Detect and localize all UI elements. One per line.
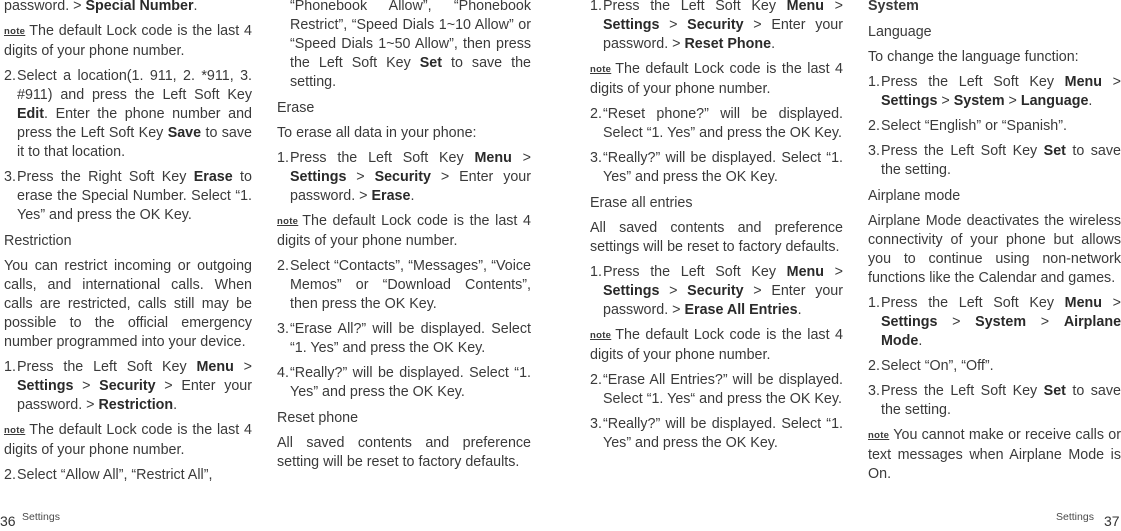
paragraph: To erase all data in your phone: bbox=[277, 125, 477, 141]
list-item: 1. Press the Left Soft Key Menu > Settings > Security > Enter your password. > Restriction. bbox=[4, 359, 253, 413]
note-label: note bbox=[4, 425, 26, 436]
footer-label-left: Settings bbox=[22, 511, 60, 523]
list-item: 2. Select “On”, “Off”. bbox=[868, 358, 994, 374]
section-heading-restriction: Restriction bbox=[4, 233, 72, 249]
list-item: 2. Select a location(1. 911, 2. *911, 3. #911) and press the Left Soft Key Edit. Enter the phone number and press the Left Soft Key Save to save it to that location. bbox=[4, 68, 252, 160]
note-label: note bbox=[4, 26, 26, 37]
list-item: 2. Select “Contacts”, “Messages”, “Voice Memos” or “Download Contents”, then press the OK Key. bbox=[277, 258, 531, 312]
paragraph: All saved contents and preference settings will be reset to factory defaults. bbox=[590, 220, 843, 255]
continued-text: password. > Special Number. bbox=[4, 0, 198, 14]
paragraph: To change the language function: bbox=[868, 49, 1079, 65]
note: note The default Lock code is the last 4 digits of your phone number. bbox=[590, 327, 843, 363]
list-item: 2. “Erase All Entries?” will be displayed. Select “1. Yes“ and press the OK Key. bbox=[590, 372, 843, 407]
list-item: 3. Press the Right Soft Key Erase to erase the Special Number. Select “1. Yes” and press the OK Key. bbox=[4, 169, 252, 223]
paragraph: Airplane Mode deactivates the wireless connectivity of your phone but allows you to continue using non-network functions like the Calendar and games. bbox=[868, 213, 1121, 286]
note-label: note bbox=[277, 216, 299, 227]
section-heading-erase-all-entries: Erase all entries bbox=[590, 195, 693, 211]
note: note The default Lock code is the last 4 digits of your phone number. bbox=[277, 213, 531, 249]
list-item: 1. Press the Left Soft Key Menu > Settings > Security > Enter your password. > Erase. bbox=[277, 150, 532, 204]
list-item: 4. “Really?” will be displayed. Select “1. Yes” and press the OK Key. bbox=[277, 365, 531, 400]
note-label: note bbox=[590, 64, 612, 75]
list-item: 3. “Erase All?” will be displayed. Select “1. Yes” and press the OK Key. bbox=[277, 321, 531, 356]
note-label: note bbox=[590, 330, 612, 341]
footer-label-right: Settings bbox=[1056, 511, 1094, 523]
list-item: 1. Press the Left Soft Key Menu > Settings > System > Airplane Mode. bbox=[868, 295, 1121, 349]
list-item: 2. “Reset phone?” will be displayed. Select “1. Yes” and press the OK Key. bbox=[590, 106, 843, 141]
list-item: 2. Select “Allow All”, “Restrict All”, bbox=[4, 467, 213, 483]
note: note You cannot make or receive calls or text messages when Airplane Mode is On. bbox=[868, 427, 1121, 482]
note-label: note bbox=[868, 430, 890, 441]
column-2 bbox=[277, 0, 531, 472]
page-number-left: 36 bbox=[0, 513, 16, 529]
note: note The default Lock code is the last 4 digits of your phone number. bbox=[4, 23, 252, 59]
paragraph: All saved contents and preference setting will be reset to factory defaults. bbox=[277, 435, 531, 470]
list-item: 3. Press the Left Soft Key Set to save the setting. bbox=[868, 143, 1121, 178]
column-3 bbox=[590, 0, 843, 459]
list-item: 3. “Really?” will be displayed. Select “1. Yes” and press the OK Key. bbox=[590, 416, 843, 451]
list-item: 1. Press the Left Soft Key Menu > Settings > Security > Enter your password. > Reset Phone. bbox=[590, 0, 844, 52]
section-heading-language: Language bbox=[868, 24, 932, 40]
continued-text: “Phonebook Allow”, “Phonebook Restrict”, “Speed Dials 1~10 Allow” or “Speed Dials 1~50 Allow”, then press the Left Soft Key Set to save the setting. bbox=[290, 0, 531, 90]
section-heading-erase: Erase bbox=[277, 100, 315, 116]
section-heading-airplane-mode: Airplane mode bbox=[868, 188, 961, 204]
column-4 bbox=[868, 0, 1121, 490]
paragraph: You can restrict incoming or outgoing calls, and international calls. When calls are restricted, calls still may be possible to the official emergency number programmed into your device. bbox=[4, 258, 252, 350]
section-heading-reset-phone: Reset phone bbox=[277, 410, 359, 426]
list-item: 1. Press the Left Soft Key Menu > Settings > System > Language. bbox=[868, 74, 1121, 109]
list-item: 2. Select “English” or “Spanish”. bbox=[868, 118, 1067, 134]
list-item: 1. Press the Left Soft Key Menu > Settings > Security > Enter your password. > Erase All Entries. bbox=[590, 264, 844, 318]
list-item: 3. “Really?” will be displayed. Select “1. Yes” and press the OK Key. bbox=[590, 150, 843, 185]
page-number-right: 37 bbox=[1104, 513, 1120, 529]
note: note The default Lock code is the last 4 digits of your phone number. bbox=[4, 422, 252, 458]
section-heading-system: System bbox=[868, 0, 919, 14]
note: note The default Lock code is the last 4 digits of your phone number. bbox=[590, 61, 843, 97]
list-item: 3. Press the Left Soft Key Set to save the setting. bbox=[868, 383, 1121, 418]
column-1 bbox=[4, 0, 252, 491]
